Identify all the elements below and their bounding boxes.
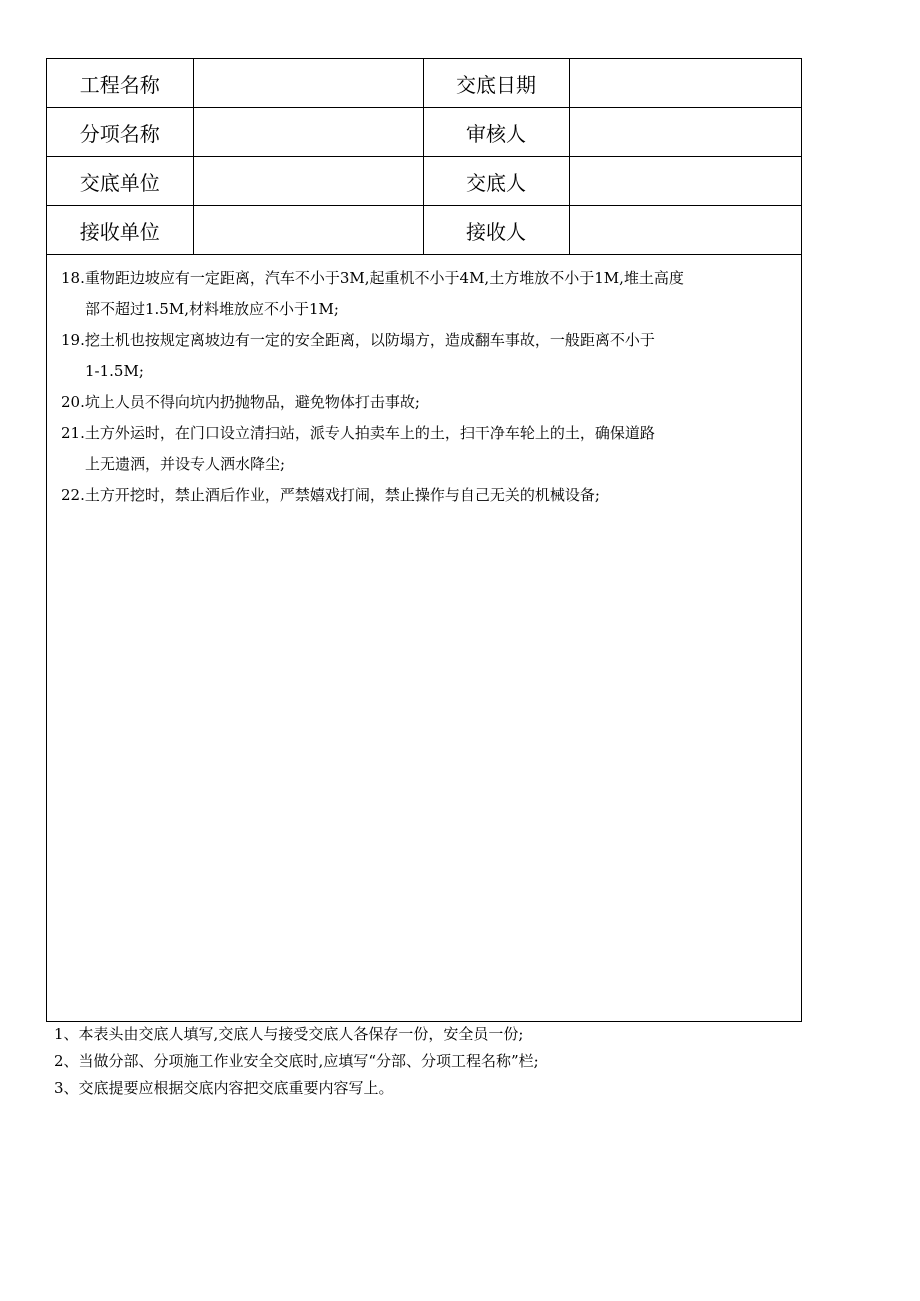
footnote-item: 1、本表头由交底人填写,交底人与接受交底人各保存一份，安全员一份; [54,1025,524,1043]
field-receiving-unit[interactable] [193,206,423,255]
content-item-line: 18.重物距边坡应有一定距离，汽车不小于3M,起重机不小于4M,土方堆放不小于1M,堆土高度 [61,269,684,287]
footnotes [54,1021,539,1102]
content-item-continuation: 上无遗洒，并设专人洒水降尘; [85,455,286,473]
disclosure-form [46,58,802,1022]
field-disclosure-unit[interactable] [193,157,423,206]
label-reviewer: 审核人 [423,108,569,157]
content-item-line: 21.土方外运时，在门口设立清扫站，派专人拍卖车上的土，扫干净车轮上的土，确保道路 [61,424,655,442]
label-receiving-unit: 接收单位 [47,206,193,255]
content-item-line: 22.土方开挖时，禁止酒后作业，严禁嬉戏打闹，禁止操作与自己无关的机械设备; [61,486,600,504]
header-table [47,59,801,255]
disclosure-content [47,255,801,1021]
footnote-item: 2、当做分部、分项施工作业安全交底时,应填写“分部、分项工程名称”栏; [54,1052,539,1070]
header-row-subitem [47,108,801,157]
field-receiver[interactable] [569,206,801,255]
header-row-unit [47,157,801,206]
label-disclosure-date: 交底日期 [423,59,569,108]
content-item-continuation: 1-1.5M; [85,362,144,380]
content-item [61,418,795,480]
content-item-line: 19.挖土机也按规定离坡边有一定的安全距离，以防塌方，造成翻车事故，一般距离不小于 [61,331,655,349]
field-project-name[interactable] [193,59,423,108]
label-disclosure-unit: 交底单位 [47,157,193,206]
header-row-project [47,59,801,108]
content-item-line: 20.坑上人员不得向坑内扔抛物品，避免物体打击事故; [61,393,420,411]
label-project-name: 工程名称 [47,59,193,108]
content-item-continuation: 部不超过1.5M,材料堆放应不小于1M; [85,300,339,318]
field-reviewer[interactable] [569,108,801,157]
content-item [61,325,795,387]
label-discloser: 交底人 [423,157,569,206]
content-item [61,263,795,325]
field-disclosure-date[interactable] [569,59,801,108]
label-receiver: 接收人 [423,206,569,255]
content-item [61,480,795,511]
footnote-item: 3、交底提要应根据交底内容把交底重要内容写上。 [54,1079,394,1097]
field-discloser[interactable] [569,157,801,206]
header-row-receiver [47,206,801,255]
content-item [61,387,795,418]
label-subitem-name: 分项名称 [47,108,193,157]
field-subitem-name[interactable] [193,108,423,157]
